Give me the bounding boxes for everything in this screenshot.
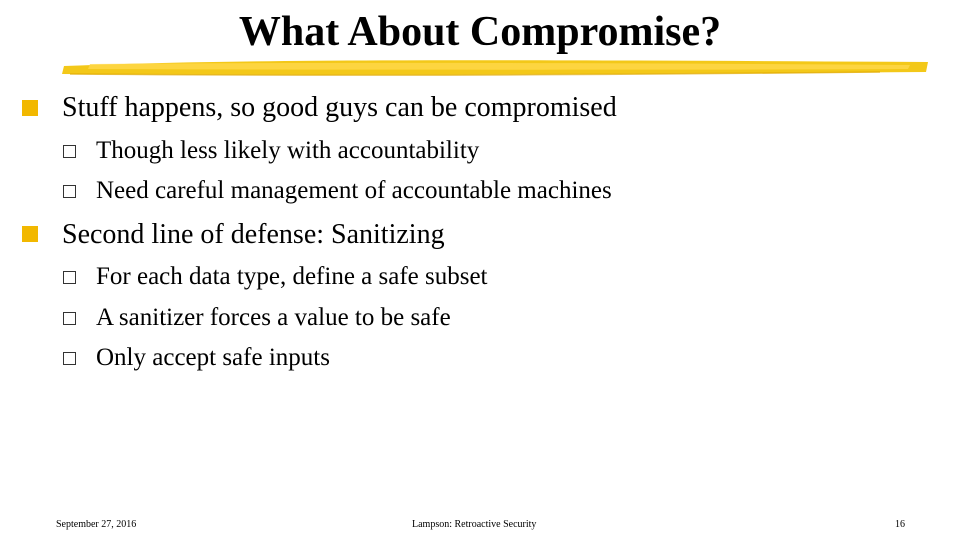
hollow-square-bullet-icon [63, 312, 76, 325]
footer-date: September 27, 2016 [56, 519, 137, 530]
bullet-square-icon [22, 226, 38, 242]
hollow-square-bullet-icon [63, 185, 76, 198]
bullet-1-subitem-1: Though less likely with accountability [96, 137, 480, 164]
bullet-2-subitem-2: A sanitizer forces a value to be safe [96, 304, 451, 331]
footer-page-number: 16 [895, 519, 905, 530]
bullet-2-text: Second line of defense: Sanitizing [62, 219, 445, 250]
title-underline-brushstroke [60, 54, 932, 80]
bullet-1-text: Stuff happens, so good guys can be compromised [62, 92, 617, 123]
hollow-square-bullet-icon [63, 271, 76, 284]
slide-title: What About Compromise? [238, 9, 722, 55]
hollow-square-bullet-icon [63, 352, 76, 365]
bullet-1-subitem-2: Need careful management of accountable machines [96, 177, 612, 204]
bullet-square-icon [22, 100, 38, 116]
bullet-2-subitem-1: For each data type, define a safe subset [96, 263, 488, 290]
footer-center: Lampson: Retroactive Security [412, 519, 537, 530]
hollow-square-bullet-icon [63, 145, 76, 158]
bullet-2-subitem-3: Only accept safe inputs [96, 344, 330, 371]
